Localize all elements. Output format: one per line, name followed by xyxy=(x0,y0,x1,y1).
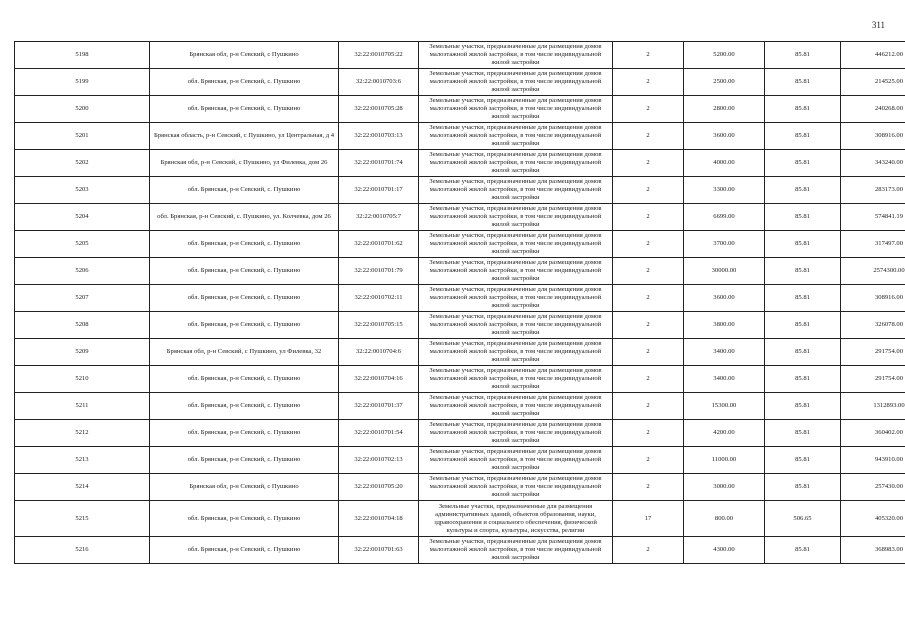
group-cell: 2 xyxy=(613,447,684,474)
specific-value-cell: 85.81 xyxy=(765,150,841,177)
specific-value-cell: 85.81 xyxy=(765,474,841,501)
table-row xyxy=(15,447,905,474)
group-cell: 2 xyxy=(613,258,684,285)
specific-value-cell: 85.81 xyxy=(765,177,841,204)
cadastral-value-cell: 308916.00 xyxy=(841,123,905,150)
land-use-cell: Земельные участки, предназначенные для размещения домов малоэтажной жилой застройки, в том числе индивидуальной жилой застройки xyxy=(419,69,613,96)
cadastral-value-cell: 291754.00 xyxy=(841,366,905,393)
table-row xyxy=(15,474,905,501)
row-number-cell: 5209 xyxy=(15,339,150,366)
table-row xyxy=(15,501,905,537)
area-cell: 3600.00 xyxy=(684,123,765,150)
row-number-cell: 5214 xyxy=(15,474,150,501)
group-cell: 2 xyxy=(613,42,684,69)
row-number-cell: 5203 xyxy=(15,177,150,204)
area-cell: 4000.00 xyxy=(684,150,765,177)
area-cell: 4300.00 xyxy=(684,537,765,564)
land-use-cell: Земельные участки, предназначенные для размещения домов малоэтажной жилой застройки, в том числе индивидуальной жилой застройки xyxy=(419,285,613,312)
address-cell: обл. Брянская, р-н Севский, с. Пушкино xyxy=(150,258,339,285)
specific-value-cell: 85.81 xyxy=(765,420,841,447)
land-use-cell: Земельные участки, предназначенные для размещения домов малоэтажной жилой застройки, в том числе индивидуальной жилой застройки xyxy=(419,537,613,564)
cadastral-number-cell: 32:22:0010705:20 xyxy=(339,474,419,501)
group-cell: 2 xyxy=(613,285,684,312)
land-use-cell: Земельные участки, предназначенные для размещения административных зданий, объектов образования, науки, здравоохранения и социального обеспечения, физической культуры и спорта, культуры, искусства, религии xyxy=(419,501,613,537)
area-cell: 800.00 xyxy=(684,501,765,537)
row-number-cell: 5206 xyxy=(15,258,150,285)
address-cell: обл. Брянская, р-н Севский, с. Пушкино xyxy=(150,501,339,537)
group-cell: 2 xyxy=(613,96,684,123)
cadastral-value-cell: 2574300.00 xyxy=(841,258,905,285)
cadastral-number-cell: 32:22:0010701:62 xyxy=(339,231,419,258)
table-row xyxy=(15,177,905,204)
address-cell: Брянская обл, р-н Севский, с Пушкино xyxy=(150,42,339,69)
cadastral-value-cell: 360402.00 xyxy=(841,420,905,447)
group-cell: 2 xyxy=(613,69,684,96)
cadastral-number-cell: 32:22:0010705:15 xyxy=(339,312,419,339)
row-number-cell: 5211 xyxy=(15,393,150,420)
cadastral-number-cell: 32:22:0010701:79 xyxy=(339,258,419,285)
area-cell: 4200.00 xyxy=(684,420,765,447)
area-cell: 3400.00 xyxy=(684,366,765,393)
row-number-cell: 5198 xyxy=(15,42,150,69)
group-cell: 2 xyxy=(613,474,684,501)
row-number-cell: 5201 xyxy=(15,123,150,150)
cadastral-value-cell: 326078.00 xyxy=(841,312,905,339)
address-cell: Брянская область, р-н Севский, с Пушкино, ул Центральная, д 4 xyxy=(150,123,339,150)
group-cell: 2 xyxy=(613,366,684,393)
specific-value-cell: 85.81 xyxy=(765,339,841,366)
cadastral-value-cell: 283173.00 xyxy=(841,177,905,204)
cadastral-value-cell: 574841.19 xyxy=(841,204,905,231)
land-use-cell: Земельные участки, предназначенные для размещения домов малоэтажной жилой застройки, в том числе индивидуальной жилой застройки xyxy=(419,366,613,393)
table-body xyxy=(15,42,905,564)
area-cell: 3300.00 xyxy=(684,177,765,204)
cadastral-value-table xyxy=(14,41,905,564)
group-cell: 17 xyxy=(613,501,684,537)
specific-value-cell: 85.81 xyxy=(765,231,841,258)
area-cell: 11000.00 xyxy=(684,447,765,474)
specific-value-cell: 85.81 xyxy=(765,123,841,150)
row-number-cell: 5200 xyxy=(15,96,150,123)
group-cell: 2 xyxy=(613,231,684,258)
area-cell: 5200.00 xyxy=(684,42,765,69)
specific-value-cell: 85.81 xyxy=(765,537,841,564)
area-cell: 3400.00 xyxy=(684,339,765,366)
row-number-cell: 5199 xyxy=(15,69,150,96)
specific-value-cell: 85.81 xyxy=(765,42,841,69)
address-cell: обл. Брянская, р-н Севский, с. Пушкино xyxy=(150,231,339,258)
address-cell: обл. Брянская, р-н Севский, с. Пушкино xyxy=(150,312,339,339)
cadastral-value-cell: 446212.00 xyxy=(841,42,905,69)
cadastral-value-cell: 368983.00 xyxy=(841,537,905,564)
cadastral-number-cell: 32:22:0010701:17 xyxy=(339,177,419,204)
cadastral-value-cell: 214525.00 xyxy=(841,69,905,96)
land-use-cell: Земельные участки, предназначенные для размещения домов малоэтажной жилой застройки, в том числе индивидуальной жилой застройки xyxy=(419,447,613,474)
table-row xyxy=(15,231,905,258)
group-cell: 2 xyxy=(613,339,684,366)
area-cell: 3800.00 xyxy=(684,312,765,339)
address-cell: Брянская обл, р-н Севский, с Пушкино xyxy=(150,474,339,501)
cadastral-number-cell: 32:22:0010701:74 xyxy=(339,150,419,177)
specific-value-cell: 85.81 xyxy=(765,69,841,96)
area-cell: 3600.00 xyxy=(684,285,765,312)
address-cell: обл. Брянская, р-н Севский, с. Пушкино xyxy=(150,537,339,564)
specific-value-cell: 85.81 xyxy=(765,393,841,420)
cadastral-number-cell: 32:22:0010705:22 xyxy=(339,42,419,69)
cadastral-number-cell: 32:22:0010702:11 xyxy=(339,285,419,312)
specific-value-cell: 85.81 xyxy=(765,204,841,231)
row-number-cell: 5216 xyxy=(15,537,150,564)
group-cell: 2 xyxy=(613,312,684,339)
table-row xyxy=(15,96,905,123)
address-cell: обл. Брянская, р-н Севский, с. Пушкино xyxy=(150,69,339,96)
page-number: 311 xyxy=(871,20,885,30)
area-cell: 2800.00 xyxy=(684,96,765,123)
address-cell: обл. Брянская, р-н Севский, с. Пушкино xyxy=(150,177,339,204)
table-row xyxy=(15,69,905,96)
address-cell: обл. Брянская, р-н Севский, с. Пушкино xyxy=(150,366,339,393)
specific-value-cell: 85.81 xyxy=(765,366,841,393)
row-number-cell: 5210 xyxy=(15,366,150,393)
row-number-cell: 5215 xyxy=(15,501,150,537)
land-use-cell: Земельные участки, предназначенные для размещения домов малоэтажной жилой застройки, в том числе индивидуальной жилой застройки xyxy=(419,123,613,150)
cadastral-value-cell: 405320.00 xyxy=(841,501,905,537)
address-cell: Брянская обл, р-н Севский, с Пушкино, ул Филевка, 32 xyxy=(150,339,339,366)
cadastral-value-cell: 257430.00 xyxy=(841,474,905,501)
cadastral-number-cell: 32:22:0010701:63 xyxy=(339,537,419,564)
specific-value-cell: 506.65 xyxy=(765,501,841,537)
table-row xyxy=(15,312,905,339)
row-number-cell: 5212 xyxy=(15,420,150,447)
land-use-cell: Земельные участки, предназначенные для размещения домов малоэтажной жилой застройки, в том числе индивидуальной жилой застройки xyxy=(419,231,613,258)
table-row xyxy=(15,42,905,69)
group-cell: 2 xyxy=(613,393,684,420)
group-cell: 2 xyxy=(613,537,684,564)
table-row xyxy=(15,393,905,420)
row-number-cell: 5208 xyxy=(15,312,150,339)
address-cell: обл. Брянская, р-н Севский, с. Пушкино xyxy=(150,393,339,420)
land-use-cell: Земельные участки, предназначенные для размещения домов малоэтажной жилой застройки, в том числе индивидуальной жилой застройки xyxy=(419,42,613,69)
table-row xyxy=(15,339,905,366)
table-row xyxy=(15,204,905,231)
table-row xyxy=(15,123,905,150)
specific-value-cell: 85.81 xyxy=(765,258,841,285)
group-cell: 2 xyxy=(613,177,684,204)
cadastral-number-cell: 32:22:0010703:13 xyxy=(339,123,419,150)
land-use-cell: Земельные участки, предназначенные для размещения домов малоэтажной жилой застройки, в том числе индивидуальной жилой застройки xyxy=(419,312,613,339)
row-number-cell: 5205 xyxy=(15,231,150,258)
area-cell: 3000.00 xyxy=(684,474,765,501)
address-cell: обл. Брянская, р-н Севский, с. Пушкино xyxy=(150,285,339,312)
cadastral-value-cell: 1312893.00 xyxy=(841,393,905,420)
cadastral-value-cell: 943910.00 xyxy=(841,447,905,474)
land-use-cell: Земельные участки, предназначенные для размещения домов малоэтажной жилой застройки, в том числе индивидуальной жилой застройки xyxy=(419,339,613,366)
cadastral-number-cell: 32:22:0010704:16 xyxy=(339,366,419,393)
land-use-cell: Земельные участки, предназначенные для размещения домов малоэтажной жилой застройки, в том числе индивидуальной жилой застройки xyxy=(419,393,613,420)
table-row xyxy=(15,420,905,447)
cadastral-number-cell: 32:22:0010701:37 xyxy=(339,393,419,420)
area-cell: 30000.00 xyxy=(684,258,765,285)
area-cell: 3700.00 xyxy=(684,231,765,258)
cadastral-value-cell: 308916.00 xyxy=(841,285,905,312)
land-use-cell: Земельные участки, предназначенные для размещения домов малоэтажной жилой застройки, в том числе индивидуальной жилой застройки xyxy=(419,204,613,231)
cadastral-number-cell: 32:22:0010705:7 xyxy=(339,204,419,231)
address-cell: Брянская обл, р-н Севский, с Пушкино, ул Филевка, дом 26 xyxy=(150,150,339,177)
row-number-cell: 5204 xyxy=(15,204,150,231)
land-use-cell: Земельные участки, предназначенные для размещения домов малоэтажной жилой застройки, в том числе индивидуальной жилой застройки xyxy=(419,474,613,501)
address-cell: обл. Брянская, р-н Севский, с. Пушкино xyxy=(150,420,339,447)
cadastral-value-cell: 240268.00 xyxy=(841,96,905,123)
group-cell: 2 xyxy=(613,204,684,231)
cadastral-value-cell: 317497.00 xyxy=(841,231,905,258)
row-number-cell: 5202 xyxy=(15,150,150,177)
table-row xyxy=(15,537,905,564)
row-number-cell: 5207 xyxy=(15,285,150,312)
area-cell: 6699.00 xyxy=(684,204,765,231)
group-cell: 2 xyxy=(613,150,684,177)
group-cell: 2 xyxy=(613,123,684,150)
table-row xyxy=(15,150,905,177)
specific-value-cell: 85.81 xyxy=(765,447,841,474)
cadastral-number-cell: 32:22:0010702:13 xyxy=(339,447,419,474)
land-use-cell: Земельные участки, предназначенные для размещения домов малоэтажной жилой застройки, в том числе индивидуальной жилой застройки xyxy=(419,258,613,285)
cadastral-number-cell: 32:22:0010701:54 xyxy=(339,420,419,447)
cadastral-number-cell: 32:22:0010703:6 xyxy=(339,69,419,96)
cadastral-value-cell: 343240.00 xyxy=(841,150,905,177)
cadastral-number-cell: 32:22:0010705:28 xyxy=(339,96,419,123)
area-cell: 2500.00 xyxy=(684,69,765,96)
cadastral-number-cell: 32:22:0010704:6 xyxy=(339,339,419,366)
cadastral-value-cell: 291754.00 xyxy=(841,339,905,366)
table-row xyxy=(15,285,905,312)
area-cell: 15300.00 xyxy=(684,393,765,420)
group-cell: 2 xyxy=(613,420,684,447)
row-number-cell: 5213 xyxy=(15,447,150,474)
address-cell: обл. Брянская, р-н Севский, с. Пушкино xyxy=(150,96,339,123)
specific-value-cell: 85.81 xyxy=(765,285,841,312)
cadastral-number-cell: 32:22:0010704:18 xyxy=(339,501,419,537)
table-row xyxy=(15,366,905,393)
address-cell: обл. Брянская, р-н Севский, с. Пушкино, ул. Колчевка, дом 26 xyxy=(150,204,339,231)
specific-value-cell: 85.81 xyxy=(765,96,841,123)
land-use-cell: Земельные участки, предназначенные для размещения домов малоэтажной жилой застройки, в том числе индивидуальной жилой застройки xyxy=(419,420,613,447)
land-use-cell: Земельные участки, предназначенные для размещения домов малоэтажной жилой застройки, в том числе индивидуальной жилой застройки xyxy=(419,96,613,123)
address-cell: обл. Брянская, р-н Севский, с. Пушкино xyxy=(150,447,339,474)
table-row xyxy=(15,258,905,285)
land-use-cell: Земельные участки, предназначенные для размещения домов малоэтажной жилой застройки, в том числе индивидуальной жилой застройки xyxy=(419,177,613,204)
land-use-cell: Земельные участки, предназначенные для размещения домов малоэтажной жилой застройки, в том числе индивидуальной жилой застройки xyxy=(419,150,613,177)
specific-value-cell: 85.81 xyxy=(765,312,841,339)
